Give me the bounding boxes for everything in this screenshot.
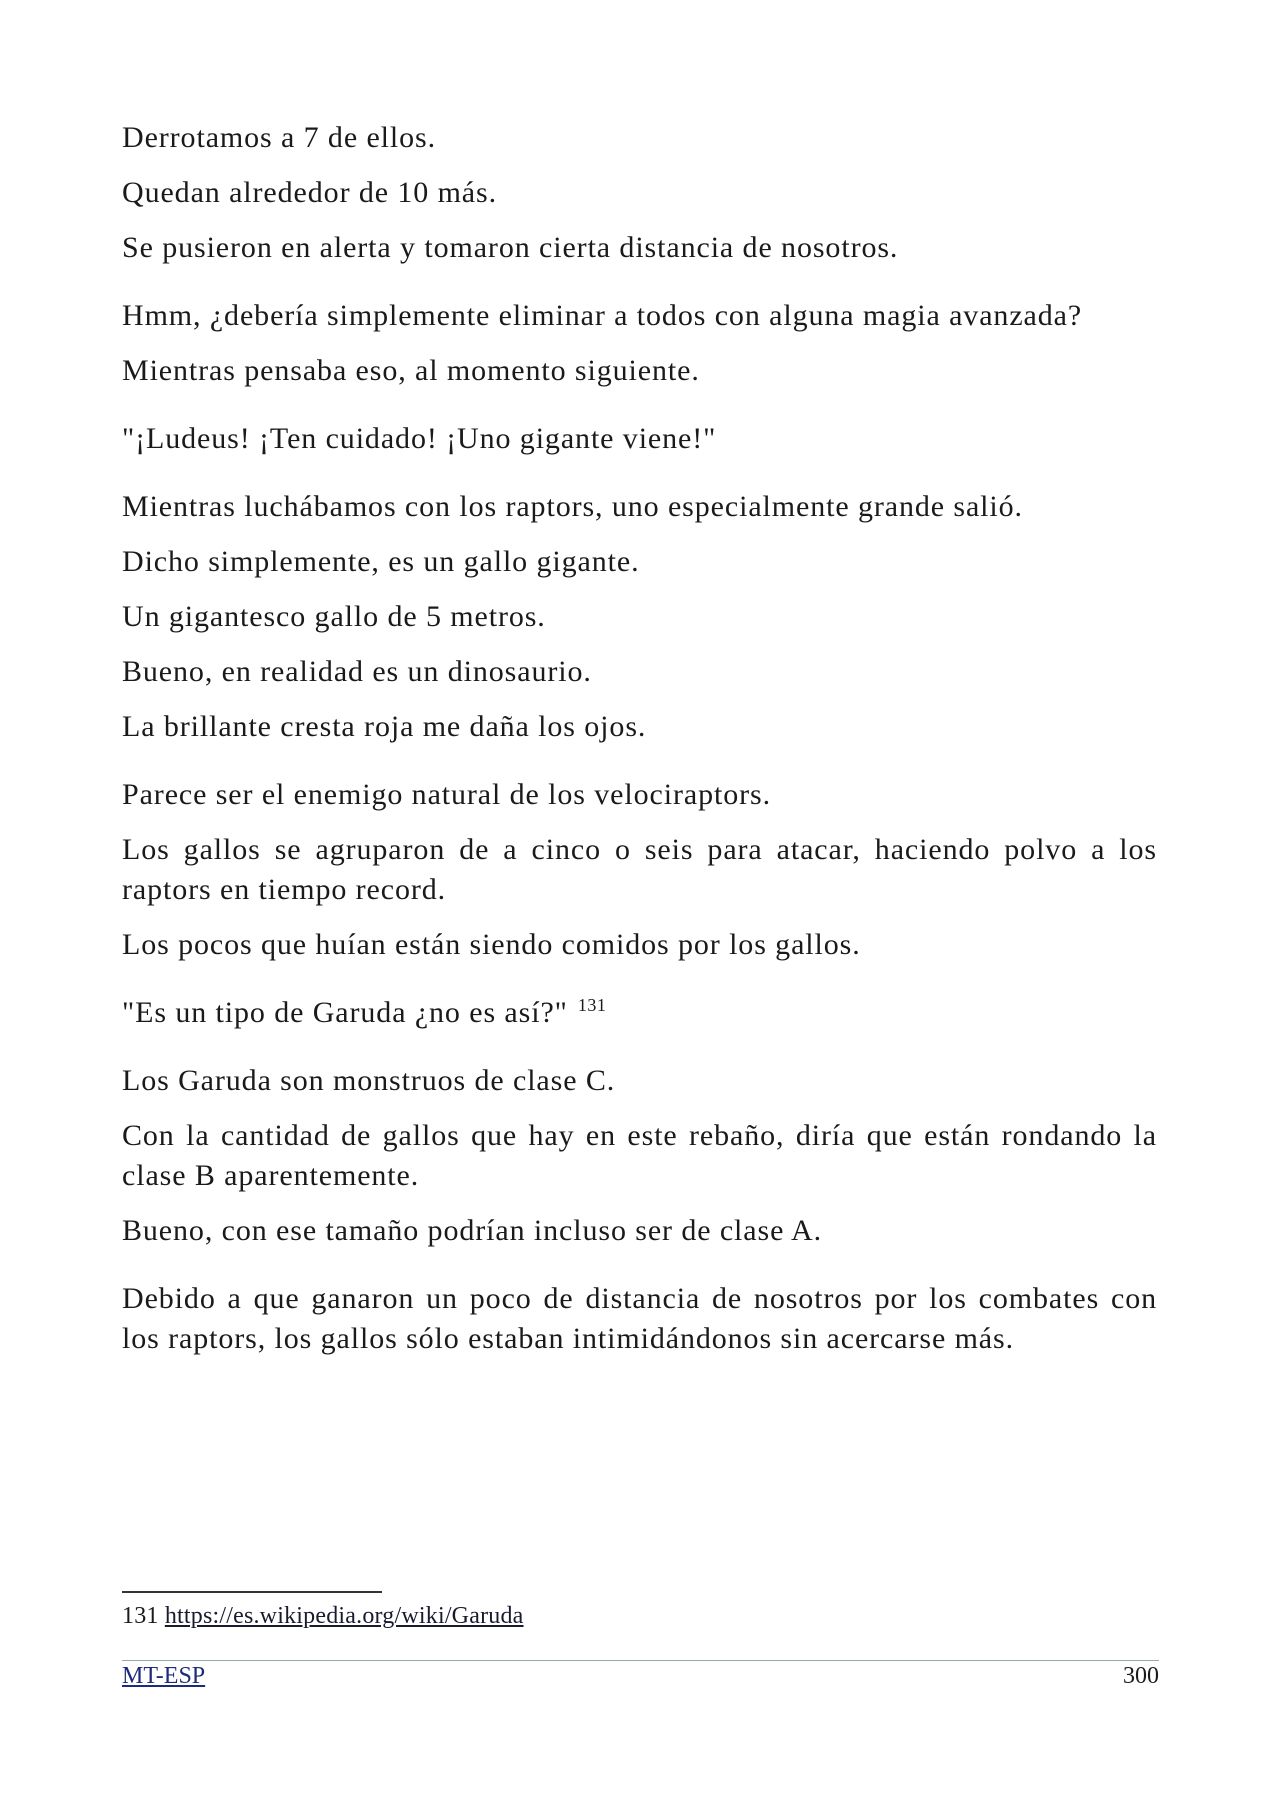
paragraph: Bueno, en realidad es un dinosaurio. bbox=[122, 655, 592, 688]
paragraph: Debido a que ganaron un poco de distancia de nosotros por los combates con los raptors, los gallos sólo estaban intimidándonos sin acercarse más. bbox=[122, 1282, 1157, 1355]
paragraph: Hmm, ¿debería simplemente eliminar a todos con alguna magia avanzada? bbox=[122, 299, 1083, 332]
paragraph: La brillante cresta roja me daña los ojos. bbox=[122, 710, 647, 743]
paragraph: Mientras pensaba eso, al momento siguiente. bbox=[122, 354, 700, 387]
body-text bbox=[122, 118, 1157, 1374]
paragraph: Quedan alrededor de 10 más. bbox=[122, 176, 497, 209]
dialogue-text: "Es un tipo de Garuda ¿no es así?" bbox=[122, 996, 568, 1029]
footer-divider bbox=[122, 1660, 1159, 1661]
paragraph: Derrotamos a 7 de ellos. bbox=[122, 121, 437, 154]
footnote-link[interactable]: https://es.wikipedia.org/wiki/Garuda bbox=[164, 1603, 524, 1629]
footnote-marker[interactable]: 131 bbox=[577, 995, 607, 1015]
dialogue-line bbox=[122, 993, 1157, 1033]
dialogue-line: "¡Ludeus! ¡Ten cuidado! ¡Uno gigante viene!" bbox=[122, 422, 717, 455]
paragraph: Mientras luchábamos con los raptors, uno especialmente grande salió. bbox=[122, 490, 1023, 523]
footnote bbox=[122, 1601, 524, 1631]
page-number: 300 bbox=[1123, 1663, 1159, 1689]
paragraph: Los gallos se agruparon de a cinco o seis para atacar, haciendo polvo a los raptors en tiempo record. bbox=[122, 833, 1157, 906]
paragraph: Un gigantesco gallo de 5 metros. bbox=[122, 600, 546, 633]
paragraph: Dicho simplemente, es un gallo gigante. bbox=[122, 545, 640, 578]
footnote-divider bbox=[122, 1591, 382, 1593]
footer-brand-link[interactable]: MT-ESP bbox=[122, 1663, 206, 1689]
paragraph: Los Garuda son monstruos de clase C. bbox=[122, 1064, 616, 1097]
paragraph: Se pusieron en alerta y tomaron cierta distancia de nosotros. bbox=[122, 231, 899, 264]
paragraph: Bueno, con ese tamaño podrían incluso ser de clase A. bbox=[122, 1214, 823, 1247]
paragraph: Parece ser el enemigo natural de los velociraptors. bbox=[122, 778, 771, 811]
paragraph: Con la cantidad de gallos que hay en este rebaño, diría que están rondando la clase B aparentemente. bbox=[122, 1119, 1157, 1192]
paragraph: Los pocos que huían están siendo comidos por los gallos. bbox=[122, 928, 861, 961]
footnote-number: 131 bbox=[122, 1603, 159, 1629]
